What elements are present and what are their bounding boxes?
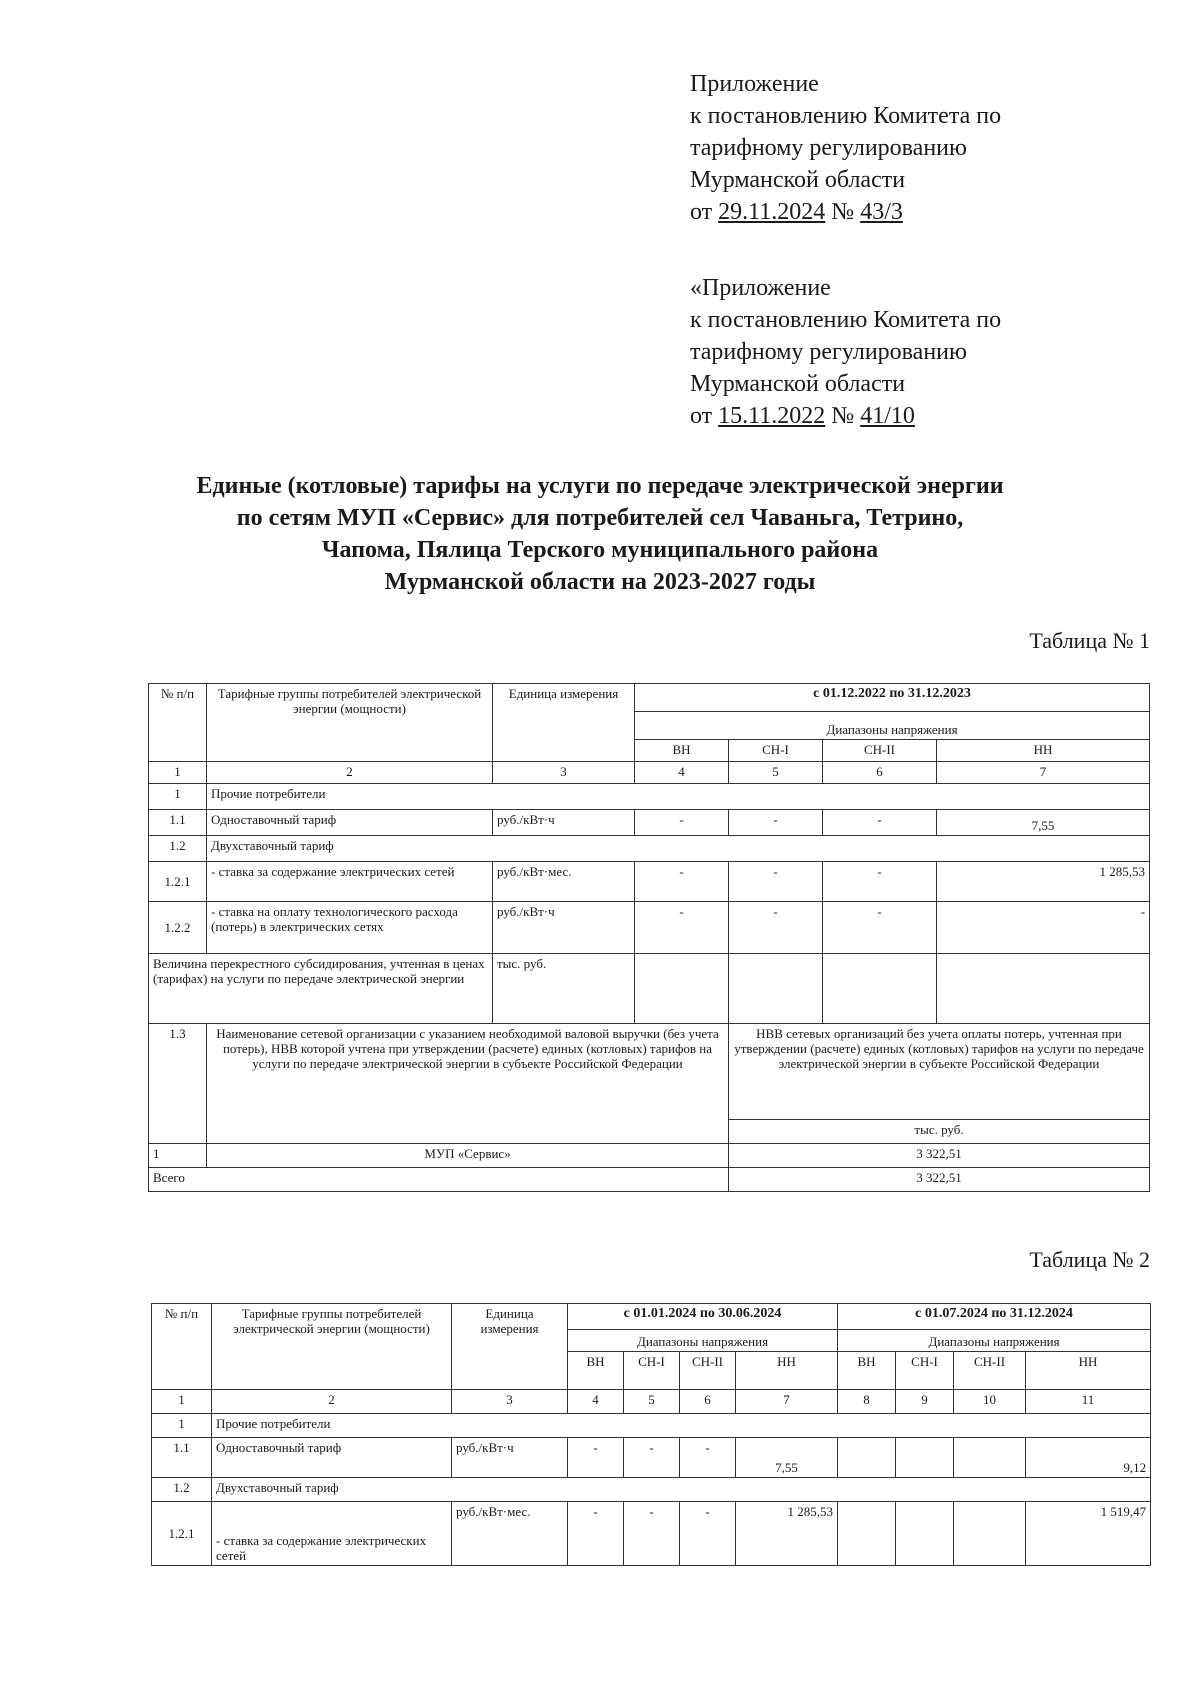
row-name: - ставка на оплату технологического расхода (потерь) в электрических сетях	[207, 902, 493, 954]
table-row	[152, 1502, 1151, 1566]
col-sn2: СН-II	[680, 1352, 736, 1390]
cell-nn: 7,55	[736, 1438, 838, 1478]
title-line: по сетям МУП «Сервис» для потребителей сел Чаваньга, Тетрино,	[236, 505, 964, 531]
header-group: Тарифные группы потребителей электрической энергии (мощности)	[212, 1304, 452, 1390]
col-sn2: СН-II	[954, 1352, 1026, 1390]
col-number: 8	[838, 1390, 896, 1414]
table-row	[149, 810, 1150, 836]
appendix-block-current	[690, 68, 1110, 228]
row-name: Двухставочный тариф	[212, 1478, 1151, 1502]
cell-nn: 1 285,53	[736, 1502, 838, 1566]
nvv-unit: тыс. руб.	[729, 1120, 1150, 1144]
cell-empty	[838, 1438, 896, 1478]
appendix-date-line	[690, 400, 1110, 432]
col-number: 7	[937, 762, 1150, 784]
table-row	[149, 902, 1150, 954]
total-label: Всего	[149, 1168, 729, 1192]
cell-empty	[838, 1502, 896, 1566]
table-row	[152, 1438, 1151, 1478]
voltage-ranges-header: Диапазоны напряжения	[568, 1330, 838, 1352]
cell-empty	[896, 1502, 954, 1566]
col-sn1: СН-I	[624, 1352, 680, 1390]
row-no: 1.2.1	[149, 862, 207, 902]
row-no: 1	[149, 784, 207, 810]
cell-vn: -	[568, 1502, 624, 1566]
table-row	[152, 1478, 1151, 1502]
cell-sn1: -	[729, 810, 823, 836]
col-sn2: СН-II	[823, 740, 937, 762]
cell-sn1: -	[624, 1438, 680, 1478]
col-nn: НН	[736, 1352, 838, 1390]
cell-nn: -	[937, 902, 1150, 954]
table-row	[149, 862, 1150, 902]
cell-empty	[823, 954, 937, 1024]
table1-label: Таблица № 1	[1029, 628, 1150, 653]
period-header-2: с 01.07.2024 по 31.12.2024	[838, 1304, 1151, 1330]
row-name: Одноставочный тариф	[207, 810, 493, 836]
org-value: 3 322,51	[729, 1144, 1150, 1168]
col-number: 5	[729, 762, 823, 784]
row-no: 1.2.1	[152, 1502, 212, 1566]
table-row	[152, 1414, 1151, 1438]
row-unit: руб./кВт·ч	[493, 902, 635, 954]
cross-subsidy-unit: тыс. руб.	[493, 954, 635, 1024]
row-no: 1.2	[152, 1478, 212, 1502]
row-no: 1.3	[149, 1024, 207, 1144]
cell-sn1: -	[729, 902, 823, 954]
col-nn: НН	[937, 740, 1150, 762]
number-prefix: №	[831, 403, 855, 429]
col-sn1: СН-I	[729, 740, 823, 762]
title-line: Чапома, Пялица Терского муниципального района	[321, 537, 879, 563]
row-no: 1.2.2	[149, 902, 207, 954]
cell-vn: -	[635, 902, 729, 954]
table-row	[149, 954, 1150, 1024]
org-name: МУП «Сервис»	[207, 1144, 729, 1168]
cell-vn: -	[635, 862, 729, 902]
row-name: Прочие потребители	[207, 784, 1150, 810]
appendix-line: Мурманской области	[690, 167, 906, 193]
col-number: 1	[149, 762, 207, 784]
cross-subsidy-name: Величина перекрестного субсидирования, учтенная в ценах (тарифах) на услуги по передаче электрической энергии	[149, 954, 493, 1024]
header-no: № п/п	[152, 1304, 212, 1390]
table-row	[149, 1024, 1150, 1120]
col-number: 6	[680, 1390, 736, 1414]
appendix-block-original	[690, 272, 1110, 432]
col-number: 4	[568, 1390, 624, 1414]
cell-nn-h2: 1 519,47	[1026, 1502, 1151, 1566]
appendix-line: Мурманской области	[690, 371, 906, 397]
decree-date: 29.11.2024	[718, 199, 826, 225]
org-no: 1	[149, 1144, 207, 1168]
document-title	[60, 470, 1140, 598]
row-no: 1.1	[149, 810, 207, 836]
row-unit: руб./кВт·мес.	[493, 862, 635, 902]
table-row	[149, 1168, 1150, 1192]
title-line: Мурманской области на 2023-2027 годы	[384, 569, 816, 595]
row-no: 1	[152, 1414, 212, 1438]
col-number: 3	[452, 1390, 568, 1414]
table-row	[152, 1390, 1151, 1414]
cell-empty	[954, 1438, 1026, 1478]
row-unit: руб./кВт·мес.	[452, 1502, 568, 1566]
period-header-1: с 01.01.2024 по 30.06.2024	[568, 1304, 838, 1330]
row-name: - ставка за содержание электрических сетей	[207, 862, 493, 902]
row-unit: руб./кВт·ч	[452, 1438, 568, 1478]
cell-sn2: -	[823, 902, 937, 954]
col-number: 6	[823, 762, 937, 784]
col-number: 4	[635, 762, 729, 784]
row-name: - ставка за содержание электрических сетей	[212, 1502, 452, 1566]
nvv-header: НВВ сетевых организаций без учета оплаты потерь, учтенная при утверждении (расчете) единых (котловых) тарифов на услуги по передаче электрической энергии в субъекте Российской Федерации	[729, 1024, 1150, 1120]
cell-empty	[635, 954, 729, 1024]
col-number: 11	[1026, 1390, 1151, 1414]
cell-nn-h2: 9,12	[1026, 1438, 1151, 1478]
title-line: Единые (котловые) тарифы на услуги по передаче электрической энергии	[196, 473, 1004, 499]
col-vn: ВН	[635, 740, 729, 762]
cell-sn2: -	[823, 862, 937, 902]
table-row	[149, 762, 1150, 784]
table-row	[149, 784, 1150, 810]
cell-vn: -	[635, 810, 729, 836]
appendix-line: к постановлению Комитета по	[690, 103, 1002, 129]
date-prefix: от	[690, 199, 713, 225]
col-number: 1	[152, 1390, 212, 1414]
col-nn: НН	[1026, 1352, 1151, 1390]
col-number: 7	[736, 1390, 838, 1414]
cell-empty	[954, 1502, 1026, 1566]
col-vn: ВН	[568, 1352, 624, 1390]
decree-date: 15.11.2022	[718, 403, 826, 429]
col-number: 2	[212, 1390, 452, 1414]
tariff-table-2	[151, 1303, 1151, 1566]
header-unit: Единица измерения	[493, 684, 635, 762]
cell-sn2: -	[680, 1438, 736, 1478]
appendix-line: тарифному регулированию	[690, 135, 967, 161]
org-header-name: Наименование сетевой организации с указанием необходимой валовой выручки (без учета потерь), НВВ которой учтена при утверждении (расчете) единых (котловых) тарифов на услуги по передаче электрической энергии в субъекте Российской Федерации	[207, 1024, 729, 1144]
table2-label: Таблица № 2	[1029, 1247, 1150, 1272]
period-header: с 01.12.2022 по 31.12.2023	[635, 684, 1150, 712]
col-sn1: СН-I	[896, 1352, 954, 1390]
voltage-ranges-header: Диапазоны напряжения	[838, 1330, 1151, 1352]
cell-sn1: -	[624, 1502, 680, 1566]
date-prefix: от	[690, 403, 713, 429]
col-vn: ВН	[838, 1352, 896, 1390]
header-unit: Единица измерения	[452, 1304, 568, 1390]
col-number: 3	[493, 762, 635, 784]
cell-empty	[729, 954, 823, 1024]
cell-vn: -	[568, 1438, 624, 1478]
row-name: Прочие потребители	[212, 1414, 1151, 1438]
table-row	[149, 684, 1150, 712]
row-no: 1.2	[149, 836, 207, 862]
decree-number: 41/10	[860, 403, 915, 429]
voltage-ranges-header: Диапазоны напряжения	[635, 712, 1150, 740]
header-no: № п/п	[149, 684, 207, 762]
col-number: 2	[207, 762, 493, 784]
cell-nn: 1 285,53	[937, 862, 1150, 902]
appendix-line: тарифному регулированию	[690, 339, 967, 365]
table-row	[152, 1304, 1151, 1330]
total-value: 3 322,51	[729, 1168, 1150, 1192]
header-group: Тарифные группы потребителей электрической энергии (мощности)	[207, 684, 493, 762]
number-prefix: №	[831, 199, 855, 225]
row-no: 1.1	[152, 1438, 212, 1478]
cell-nn: 7,55	[937, 810, 1150, 836]
cell-empty	[937, 954, 1150, 1024]
decree-number: 43/3	[860, 199, 903, 225]
appendix-line: к постановлению Комитета по	[690, 307, 1002, 333]
row-name: Одноставочный тариф	[212, 1438, 452, 1478]
appendix-date-line	[690, 196, 1110, 228]
cell-sn2: -	[823, 810, 937, 836]
cell-sn1: -	[729, 862, 823, 902]
row-name: Двухставочный тариф	[207, 836, 1150, 862]
appendix-line: Приложение	[690, 71, 819, 97]
col-number: 10	[954, 1390, 1026, 1414]
row-unit: руб./кВт·ч	[493, 810, 635, 836]
tariff-table-1	[148, 683, 1150, 1192]
col-number: 5	[624, 1390, 680, 1414]
cell-empty	[896, 1438, 954, 1478]
col-number: 9	[896, 1390, 954, 1414]
appendix-line: «Приложение	[690, 275, 831, 301]
cell-sn2: -	[680, 1502, 736, 1566]
table-row	[149, 836, 1150, 862]
table-row	[149, 1144, 1150, 1168]
